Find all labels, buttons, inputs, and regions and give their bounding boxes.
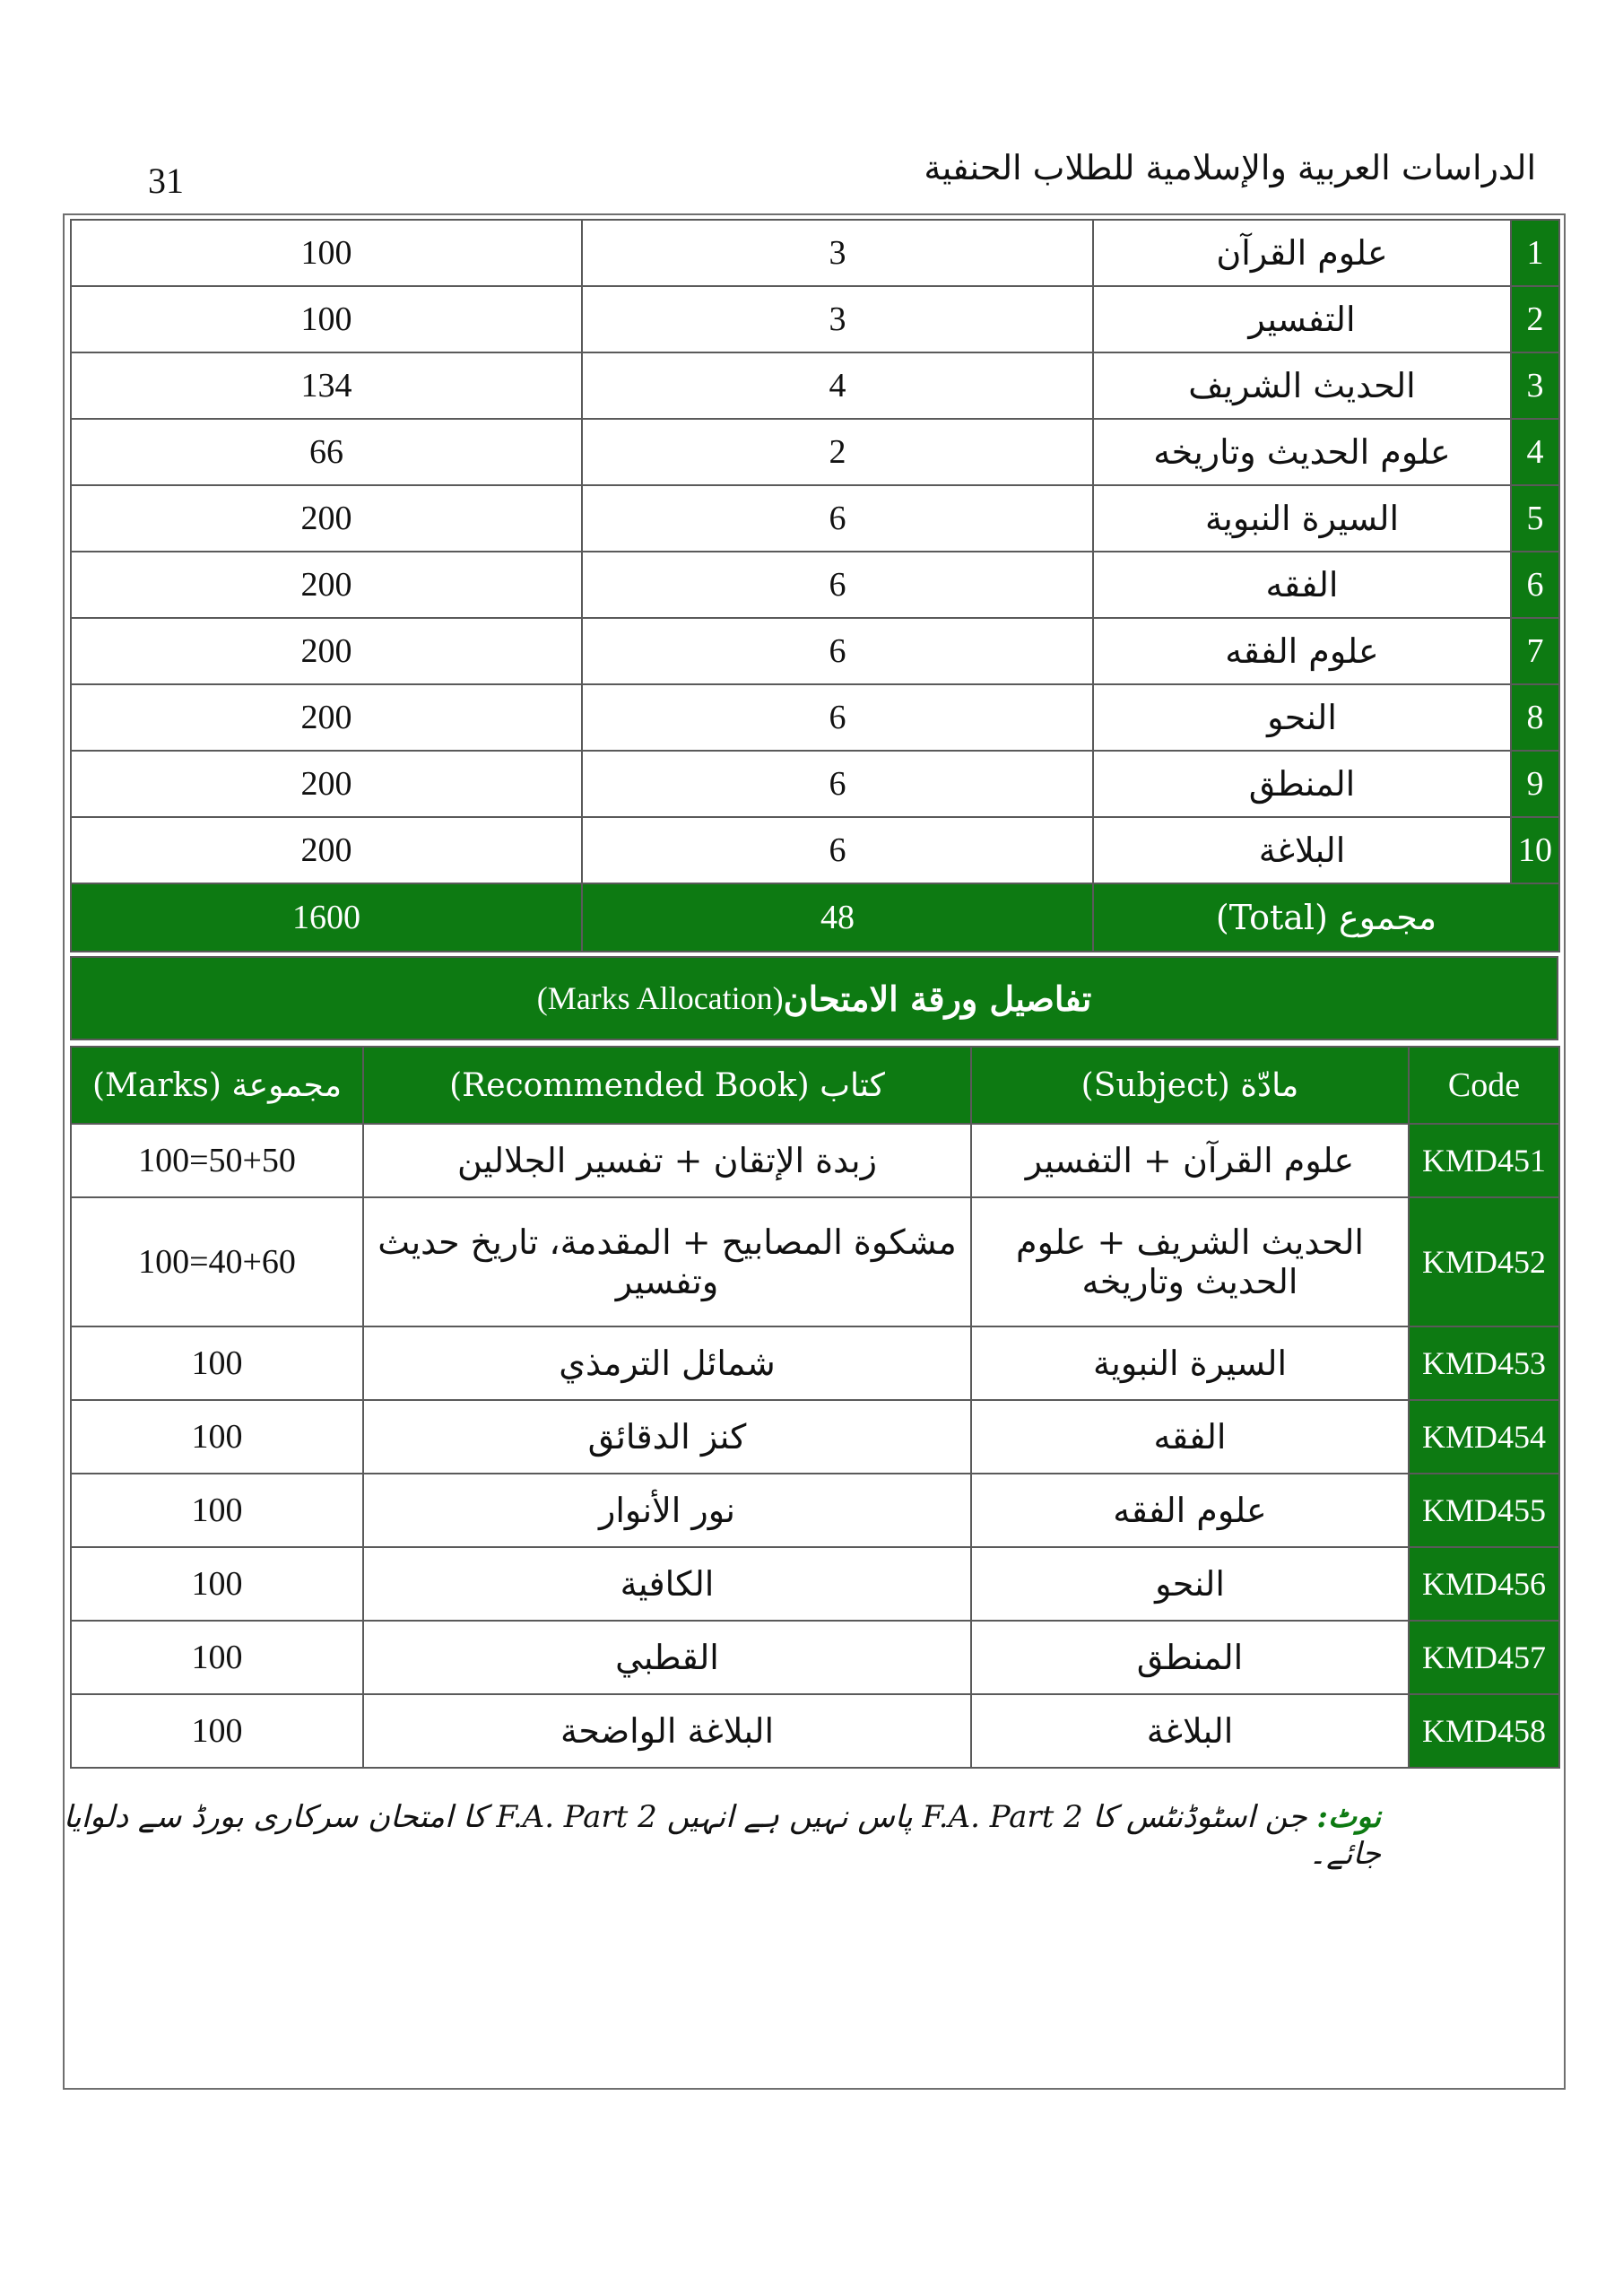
marks-allocation-banner (70, 956, 1558, 1040)
subject-cell: الحديث الشريف + علوم الحديث وتاريخه (971, 1197, 1409, 1326)
subjects-table (70, 219, 1560, 952)
book-cell: الكافية (363, 1547, 971, 1621)
subject-cell: البلاغة (1093, 817, 1511, 883)
table-row (71, 552, 1559, 618)
book-cell: زبدة الإتقان + تفسير الجلالين (363, 1124, 971, 1197)
marks-cell: 200 (71, 618, 582, 684)
credits-cell: 6 (582, 618, 1093, 684)
code-cell: KMD456 (1409, 1547, 1559, 1621)
code-cell: KMD451 (1409, 1124, 1559, 1197)
marks-cell: 100 (71, 1400, 363, 1474)
table-row (71, 1197, 1559, 1326)
table-row (71, 1621, 1559, 1694)
row-number-cell: 8 (1511, 684, 1559, 751)
credits-cell: 6 (582, 817, 1093, 883)
total-label: مجموع (Total) (1093, 883, 1559, 952)
marks-allocation-table (70, 1046, 1560, 1769)
credits-cell: 6 (582, 751, 1093, 817)
credits-cell: 6 (582, 485, 1093, 552)
marks-cell: 100 (71, 1694, 363, 1768)
total-row (71, 883, 1559, 952)
row-number-cell: 2 (1511, 286, 1559, 352)
table-row (71, 286, 1559, 352)
subject-cell: علوم الفقه (971, 1474, 1409, 1547)
marks-cell: 100 (71, 1474, 363, 1547)
table-row (71, 1326, 1559, 1400)
row-number-cell: 4 (1511, 419, 1559, 485)
row-number-cell: 5 (1511, 485, 1559, 552)
marks-cell: 100 (71, 1621, 363, 1694)
running-header-title: الدراسات العربية والإسلامية للطلاب الحنفية (924, 148, 1536, 187)
marks-cell: 66 (71, 419, 582, 485)
table-row (71, 1474, 1559, 1547)
book-cell: مشكوة المصابيح + المقدمة، تاریخ حدیث وتفسیر (363, 1197, 971, 1326)
footnote (0, 1798, 1381, 1872)
marks-cell: 200 (71, 817, 582, 883)
marks-cell: 100 (71, 286, 582, 352)
table-row (71, 352, 1559, 419)
table-row (71, 485, 1559, 552)
code-cell: KMD454 (1409, 1400, 1559, 1474)
subject-cell: علوم القرآن (1093, 220, 1511, 286)
book-cell: القطبي (363, 1621, 971, 1694)
subject-cell: السيرة النبوية (1093, 485, 1511, 552)
subject-cell: علوم الفقه (1093, 618, 1511, 684)
book-cell: نور الأنوار (363, 1474, 971, 1547)
header-subject: مادّة (Subject) (971, 1047, 1409, 1124)
row-number-cell: 9 (1511, 751, 1559, 817)
table-row (71, 684, 1559, 751)
total-credits: 48 (582, 883, 1093, 952)
marks-cell: 200 (71, 684, 582, 751)
table-row (71, 1694, 1559, 1768)
code-cell: KMD453 (1409, 1326, 1559, 1400)
subject-cell: علوم الحديث وتاريخه (1093, 419, 1511, 485)
table-row (71, 817, 1559, 883)
subject-cell: النحو (971, 1547, 1409, 1621)
row-number-cell: 6 (1511, 552, 1559, 618)
marks-cell: 200 (71, 552, 582, 618)
subject-cell: الفقه (1093, 552, 1511, 618)
table-row (71, 1124, 1559, 1197)
banner-title-en: (Marks Allocation) (536, 980, 784, 1016)
subject-cell: الفقه (971, 1400, 1409, 1474)
code-cell: KMD455 (1409, 1474, 1559, 1547)
table-header-row (71, 1047, 1559, 1124)
marks-cell: 134 (71, 352, 582, 419)
table-row (71, 419, 1559, 485)
subject-cell: التفسير (1093, 286, 1511, 352)
table-row (71, 1400, 1559, 1474)
header-book: كتاب (Recommended Book) (363, 1047, 971, 1124)
marks-cell: 100 (71, 220, 582, 286)
marks-cell: 200 (71, 485, 582, 552)
row-number-cell: 3 (1511, 352, 1559, 419)
marks-cell: 100 (71, 1326, 363, 1400)
total-marks: 1600 (71, 883, 582, 952)
code-cell: KMD457 (1409, 1621, 1559, 1694)
subject-cell: السيرة النبوية (971, 1326, 1409, 1400)
subject-cell: النحو (1093, 684, 1511, 751)
page-number: 31 (148, 161, 184, 201)
row-number-cell: 1 (1511, 220, 1559, 286)
note-text: جن اسٹوڈنٹس کا F.A. Part 2 پاس نہیں ہے انہیں F.A. Part 2 کا امتحان سرکاری بورڈ سے دلوایا جائے۔ (63, 1799, 1381, 1872)
subject-cell: الحديث الشريف (1093, 352, 1511, 419)
credits-cell: 6 (582, 684, 1093, 751)
subject-cell: البلاغة (971, 1694, 1409, 1768)
subject-cell: علوم القرآن + التفسير (971, 1124, 1409, 1197)
table-row (71, 1547, 1559, 1621)
table-row (71, 751, 1559, 817)
credits-cell: 6 (582, 552, 1093, 618)
subject-cell: المنطق (1093, 751, 1511, 817)
credits-cell: 3 (582, 220, 1093, 286)
credits-cell: 2 (582, 419, 1093, 485)
code-cell: KMD452 (1409, 1197, 1559, 1326)
credits-cell: 4 (582, 352, 1093, 419)
table-row (71, 618, 1559, 684)
banner-title-ar: تفاصيل ورقة الامتحان (783, 978, 1092, 1019)
note-label: نوٹ: (1316, 1799, 1381, 1835)
header-code: Code (1409, 1047, 1559, 1124)
marks-cell: 200 (71, 751, 582, 817)
table-row (71, 220, 1559, 286)
row-number-cell: 7 (1511, 618, 1559, 684)
marks-cell: 100 (71, 1547, 363, 1621)
book-cell: شمائل الترمذي (363, 1326, 971, 1400)
marks-cell: 100=50+50 (71, 1124, 363, 1197)
book-cell: كنز الدقائق (363, 1400, 971, 1474)
row-number-cell: 10 (1511, 817, 1559, 883)
code-cell: KMD458 (1409, 1694, 1559, 1768)
credits-cell: 3 (582, 286, 1093, 352)
header-marks: مجموعة (Marks) (71, 1047, 363, 1124)
book-cell: البلاغة الواضحة (363, 1694, 971, 1768)
subject-cell: المنطق (971, 1621, 1409, 1694)
marks-cell: 100=40+60 (71, 1197, 363, 1326)
